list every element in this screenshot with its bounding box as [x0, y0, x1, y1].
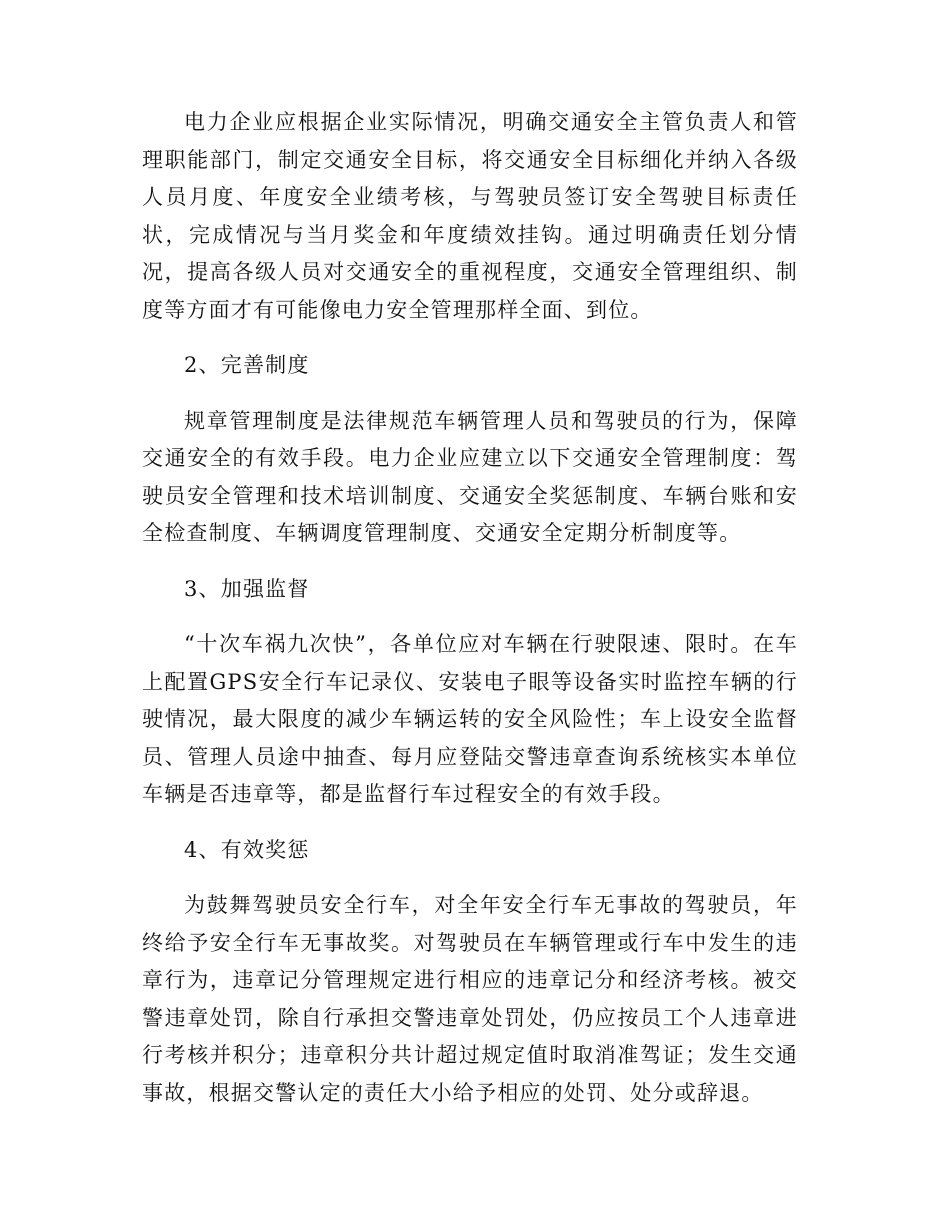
document-page: [142, 104, 798, 1112]
paragraph-system: 规章管理制度是法律规范车辆管理人员和驾驶员的行为，保障交通安全的有效手段。电力企业应建立以下交通安全管理制度：驾驶员安全管理和技术培训制度、交通安全奖惩制度、车辆台账和安全检查制度、车辆调度管理制度、交通安全定期分析制度等。: [142, 408, 798, 545]
paragraph-rewards: 为鼓舞驾驶员安全行车，对全年安全行车无事故的驾驶员，年终给予安全行车无事故奖。对驾驶员在车辆管理或行车中发生的违章行为，违章记分管理规定进行相应的违章记分和经济考核。被交警违章处罚，除自行承担交警违章处罚处，仍应按员工个人违章进行考核并积分；违章积分共计超过规定值时取消准驾证；发生交通事故，根据交警认定的责任大小给予相应的处罚、处分或辞退。: [142, 893, 798, 1105]
heading-rewards-penalties: 4、有效奖惩: [184, 837, 310, 862]
paragraph-responsibility: 电力企业应根据企业实际情况，明确交通安全主管负责人和管理职能部门，制定交通安全目标，将交通安全目标细化并纳入各级人员月度、年度安全业绩考核，与驾驶员签订安全驾驶目标责任状，完成情况与当月奖金和年度绩效挂钩。通过明确责任划分情况，提高各级人员对交通安全的重视程度，交通安全管理组织、制度等方面才有可能像电力安全管理那样全面、到位。: [142, 110, 798, 322]
paragraph-supervision: “十次车祸九次快”，各单位应对车辆在行驶限速、限时。在车上配置GPS安全行车记录仪、安装电子眼等设备实时监控车辆的行驶情况，最大限度的减少车辆运转的安全风险性；车上设安全监督员、管理人员途中抽查、每月应登陆交警违章查询系统核实本单位车辆是否违章等，都是监督行车过程安全的有效手段。: [142, 632, 798, 806]
heading-strengthen-supervision: 3、加强监督: [184, 576, 310, 601]
heading-improve-system: 2、完善制度: [184, 353, 310, 377]
